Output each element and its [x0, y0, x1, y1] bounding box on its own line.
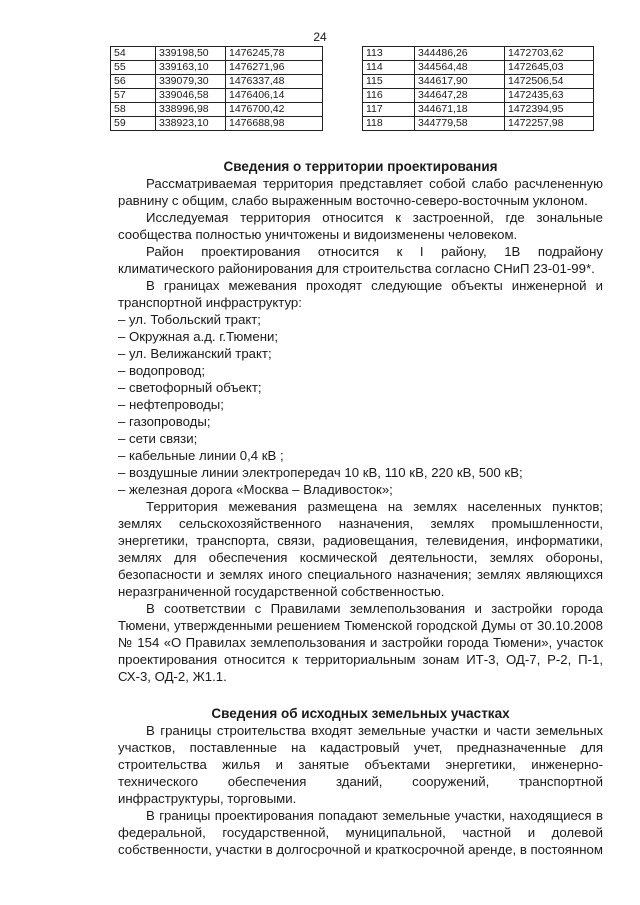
y-coordinate-cell: 1476337,48 — [226, 75, 323, 89]
table-row — [363, 89, 594, 103]
list-item: – воздушные линии электропередач 10 кВ, 110 кВ, 220 кВ, 500 кВ; — [118, 465, 523, 480]
y-coordinate-cell: 1476245,78 — [226, 47, 323, 61]
paragraph: В границах межевания проходят следующие объекты инженерной и транспортной инфраструктур: — [118, 278, 603, 310]
paragraph: Рассматриваемая территория представляет собой слабо расчлененную равнину с общим, слабо выраженным восточно-северо-восточным уклоном. — [118, 176, 603, 208]
y-coordinate-cell: 1472703,62 — [505, 47, 594, 61]
point-number-cell: 58 — [111, 103, 156, 117]
x-coordinate-cell: 338996,98 — [156, 103, 226, 117]
list-item: – светофорный объект; — [118, 380, 262, 395]
x-coordinate-cell: 344486,26 — [415, 47, 505, 61]
y-coordinate-cell: 1472394,95 — [505, 103, 594, 117]
infrastructure-list — [118, 311, 603, 498]
x-coordinate-cell: 339079,30 — [156, 75, 226, 89]
section-heading-land-plots: Сведения об исходных земельных участках — [211, 706, 510, 721]
table-row — [111, 47, 323, 61]
point-number-cell: 57 — [111, 89, 156, 103]
y-coordinate-cell: 1476700,42 — [226, 103, 323, 117]
list-item: – газопроводы; — [118, 414, 211, 429]
x-coordinate-cell: 338923,10 — [156, 117, 226, 131]
y-coordinate-cell: 1472645,03 — [505, 61, 594, 75]
paragraph: Район проектирования относится к I району, 1В подрайону климатического районирования для строительства согласно СНиП 23-01-99*. — [118, 244, 603, 276]
y-coordinate-cell: 1476688,98 — [226, 117, 323, 131]
list-item: – Окружная а.д. г.Тюмени; — [118, 329, 279, 344]
paragraph: Исследуемая территория относится к застроенной, где зональные сообщества полностью уничтожены и видоизменены человеком. — [118, 210, 603, 242]
table-row — [363, 47, 594, 61]
x-coordinate-cell: 339198,50 — [156, 47, 226, 61]
point-number-cell: 56 — [111, 75, 156, 89]
y-coordinate-cell: 1476271,96 — [226, 61, 323, 75]
coordinates-table-left — [110, 46, 323, 131]
table-row — [363, 103, 594, 117]
paragraph: В границы проектирования попадают земельные участки, находящиеся в федеральной, государственной, муниципальной, частной и долевой собственности, участки в долгосрочной и краткосрочной аренде, в постоянном — [118, 808, 603, 857]
x-coordinate-cell: 344564,48 — [415, 61, 505, 75]
list-item: – водопровод; — [118, 363, 205, 378]
paragraph: Территория межевания размещена на землях населенных пунктов; землях сельскохозяйственного назначения, землях промышленности, энергетики, транспорта, связи, радиовещания, телевидения, информатики, землях для обеспечения космической деятельности, землях обороны, безопасности и землях иного специального назначения; землях являющихся неразграниченной государственной собственностью. — [118, 499, 603, 599]
table-row — [111, 103, 323, 117]
x-coordinate-cell: 339163,10 — [156, 61, 226, 75]
x-coordinate-cell: 344647,28 — [415, 89, 505, 103]
x-coordinate-cell: 344617,90 — [415, 75, 505, 89]
document-body — [118, 158, 603, 858]
table-row — [363, 75, 594, 89]
x-coordinate-cell: 344779,58 — [415, 117, 505, 131]
table-row — [111, 75, 323, 89]
y-coordinate-cell: 1472435,63 — [505, 89, 594, 103]
point-number-cell: 55 — [111, 61, 156, 75]
list-item: – железная дорога «Москва – Владивосток»; — [118, 482, 393, 497]
paragraph: В соответствии с Правилами землепользования и застройки города Тюмени, утвержденными решением Тюменской городской Думы от 30.10.2008 № 154 «О Правилах землепользования и застройки города Тюмени», участок проектирования относится к территориальным зонам ИТ-3, ОД-7, Р-2, П-1, СХ-3, ОД-2, Ж1.1. — [118, 601, 603, 684]
table-row — [363, 61, 594, 75]
list-item: – ул. Велижанский тракт; — [118, 346, 272, 361]
x-coordinate-cell: 339046,58 — [156, 89, 226, 103]
page-number: 24 — [313, 30, 327, 44]
point-number-cell: 115 — [363, 75, 415, 89]
point-number-cell: 118 — [363, 117, 415, 131]
point-number-cell: 116 — [363, 89, 415, 103]
list-item: – сети связи; — [118, 431, 198, 446]
section-heading-territory: Сведения о территории проектирования — [223, 159, 498, 174]
paragraph: В границы строительства входят земельные участки и части земельных участков, поставленные на кадастровый учет, предназначенные для строительства жилья и занятые объектами энергетики, инженерно-технического обеспечения зданий, сооружений, транспортной инфраструктуры, торговыми. — [118, 723, 603, 806]
point-number-cell: 114 — [363, 61, 415, 75]
point-number-cell: 54 — [111, 47, 156, 61]
table-row — [111, 89, 323, 103]
y-coordinate-cell: 1476406,14 — [226, 89, 323, 103]
table-row — [111, 117, 323, 131]
point-number-cell: 59 — [111, 117, 156, 131]
list-item: – нефтепроводы; — [118, 397, 224, 412]
x-coordinate-cell: 344671,18 — [415, 103, 505, 117]
list-item: – ул. Тобольский тракт; — [118, 312, 261, 327]
list-item: – кабельные линии 0,4 кВ ; — [118, 448, 284, 463]
table-row — [111, 61, 323, 75]
point-number-cell: 117 — [363, 103, 415, 117]
y-coordinate-cell: 1472257,98 — [505, 117, 594, 131]
y-coordinate-cell: 1472506,54 — [505, 75, 594, 89]
table-row — [363, 117, 594, 131]
coordinates-table-right — [362, 46, 594, 131]
point-number-cell: 113 — [363, 47, 415, 61]
